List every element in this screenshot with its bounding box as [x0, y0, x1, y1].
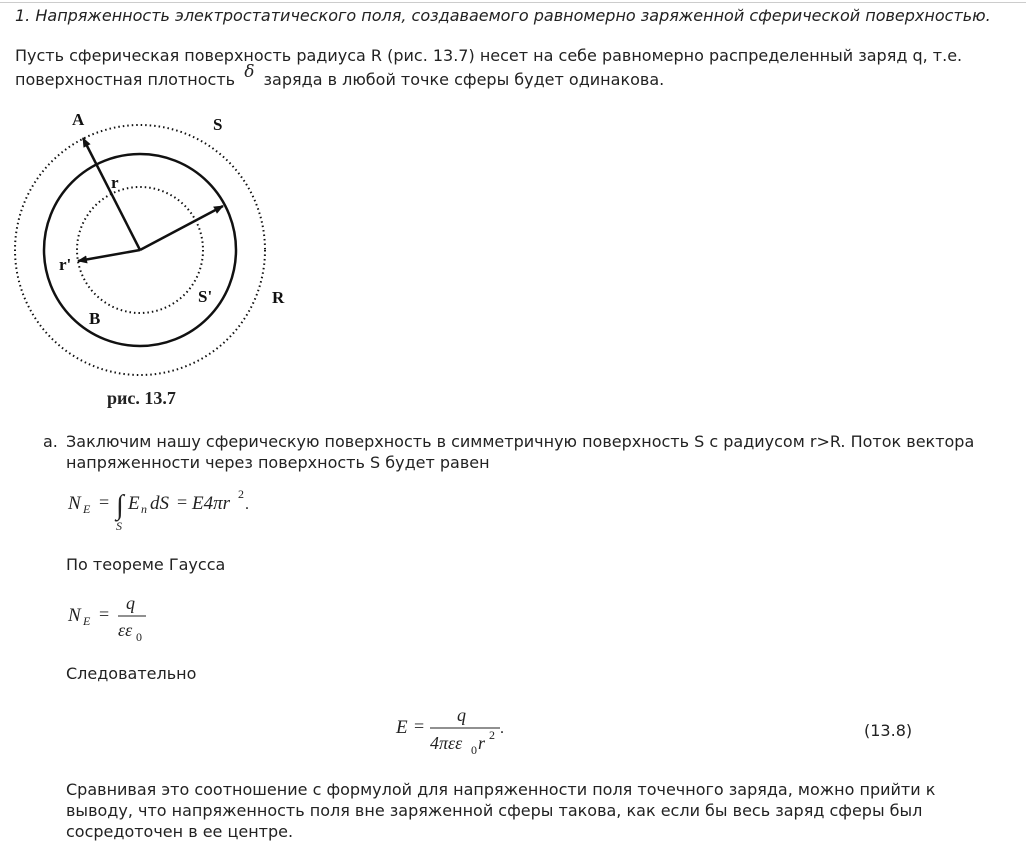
intro-paragraph: [15, 44, 1015, 92]
gauss-lhs-sub: E: [83, 614, 91, 628]
field-den-r: r: [478, 733, 486, 753]
intro-text-1: Пусть сферическая поверхность радиуса R (рис. 13.7) несет на себе равномерно распределенный заряд q, т.е. поверхностная плотность: [15, 46, 963, 89]
list-item-a: [43, 431, 1008, 473]
flux-integrand-sub: n: [141, 502, 147, 516]
gauss-lhs: N: [68, 605, 81, 626]
flux-integrand: E: [128, 493, 140, 514]
flux-integral: ∫: [116, 490, 124, 521]
field-den: 4πεε: [430, 733, 463, 753]
figure-13-7: [10, 105, 310, 394]
label-A: A: [72, 110, 85, 129]
list-marker-a: a.: [43, 432, 58, 451]
gauss-eq: =: [99, 604, 110, 624]
figure-caption: рис. 13.7: [107, 388, 176, 408]
flux-formula: [64, 482, 264, 534]
label-S-prime: S': [198, 287, 213, 306]
label-r-prime: r': [59, 255, 72, 274]
flux-rhs: E4πr: [192, 493, 231, 514]
flux-eq: =: [99, 492, 110, 512]
gauss-den: εε: [118, 620, 133, 640]
field-end: .: [500, 720, 504, 737]
gauss-num: q: [126, 593, 135, 613]
label-B: B: [89, 309, 101, 328]
flux-lhs: N: [68, 493, 81, 514]
label-R: R: [272, 288, 285, 307]
top-divider: [0, 2, 1026, 3]
field-den-sup: 2: [489, 728, 495, 742]
radius-vector-r-prime: [78, 250, 140, 261]
sigma-symbol: δ: [244, 62, 255, 82]
label-r: r: [111, 173, 119, 192]
therefore-label: Следовательно: [66, 664, 197, 683]
radius-vector-R: [140, 206, 223, 250]
conclusion-paragraph: Сравнивая это соотношение с формулой для напряженности поля точечного заряда, можно прийти к выводу, что напряженность поля вне заряженной сферы такова, как если бы весь заряд сферы был сосредоточен в ее центре.: [66, 780, 936, 841]
field-eq: =: [414, 716, 425, 736]
field-lhs: E: [396, 717, 408, 738]
flux-end: .: [245, 496, 249, 513]
flux-int-sub: S: [116, 519, 122, 533]
gauss-den-sub: 0: [136, 630, 142, 644]
gauss-formula: [64, 592, 164, 652]
flux-dS: dS: [150, 493, 169, 514]
label-S: S: [213, 115, 223, 134]
equation-number: (13.8): [864, 721, 913, 740]
flux-rhs-sup: 2: [238, 487, 244, 501]
field-formula: [392, 703, 522, 761]
flux-lhs-sub: E: [83, 502, 91, 516]
intro-text-2: заряда в любой точке сферы будет одинакова.: [263, 70, 665, 89]
field-den-sub: 0: [471, 743, 477, 757]
list-item-a-text: Заключим нашу сферическую поверхность в симметричную поверхность S с радиусом r>R. Поток вектора напряженности через поверхность S будет равен: [66, 432, 975, 472]
field-num: q: [457, 705, 466, 725]
sphere-diagram: [10, 105, 310, 390]
gauss-theorem-label: По теореме Гаусса: [66, 555, 226, 574]
section-heading: 1. Напряженность электростатического поля, создаваемого равномерно заряженной сферической поверхностью.: [15, 6, 991, 25]
flux-eq2: =: [177, 492, 188, 512]
